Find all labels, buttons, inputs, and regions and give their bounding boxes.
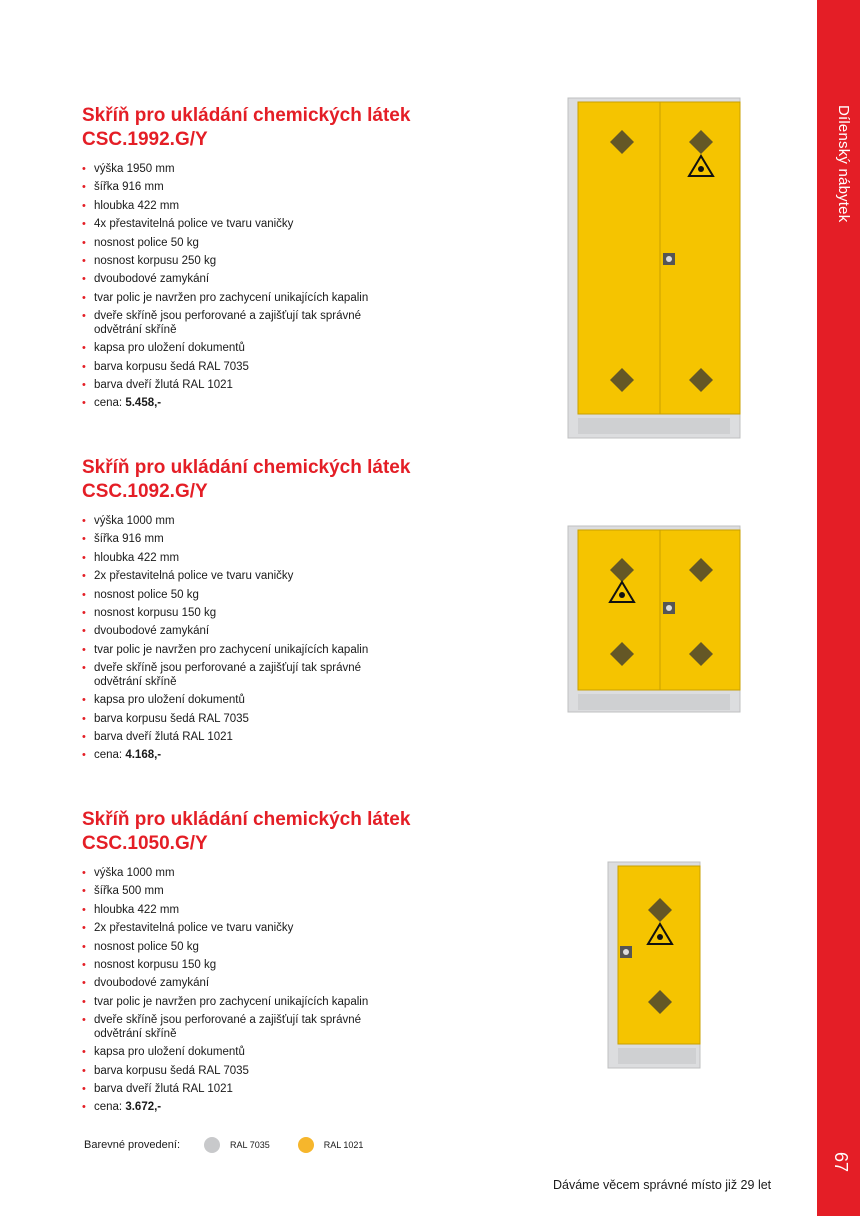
- color-name: RAL 7035: [230, 1140, 270, 1150]
- spec-item: • nosnost police 50 kg: [82, 940, 199, 953]
- spec-item: • šířka 916 mm: [82, 181, 164, 194]
- spec-list: [82, 512, 502, 765]
- spec-item: • barva korpusu šedá RAL 7035: [82, 712, 249, 725]
- cabinet-image-tall: [566, 96, 742, 440]
- spec-item: • barva korpusu šedá RAL 7035: [82, 360, 249, 373]
- product-title: Skříň pro ukládání chemických látek CSC.1992.G/Y: [82, 105, 411, 150]
- spec-item: • tvar polic je navržen pro zachycení unikajících kapalin: [82, 291, 369, 304]
- spec-item: • hloubka 422 mm: [82, 199, 180, 212]
- spec-item: • nosnost police 50 kg: [82, 236, 199, 249]
- spec-item: • šířka 916 mm: [82, 533, 164, 546]
- spec-item: • hloubka 422 mm: [82, 903, 180, 916]
- page-number: 67: [831, 1152, 851, 1173]
- price: • cena: 5.458,-: [82, 397, 162, 410]
- product-csc1050: [82, 808, 502, 1117]
- spec-item: • výška 1000 mm: [82, 867, 175, 879]
- spec-item: • barva dveří žlutá RAL 1021: [82, 1083, 233, 1096]
- spec-item: • dveře skříně jsou perforované a zajišťují tak správné odvětrání skříně: [82, 1014, 362, 1041]
- product-csc1092: [82, 456, 502, 765]
- cabinet-image-medium: [566, 524, 742, 714]
- spec-item: • šířka 500 mm: [82, 885, 164, 898]
- price: • cena: 3.672,-: [82, 1101, 162, 1114]
- spec-item: • dveře skříně jsou perforované a zajišťují tak správné odvětrání skříně: [82, 310, 362, 337]
- spec-item: • dvoubodové zamykání: [82, 273, 210, 286]
- spec-item: • nosnost police 50 kg: [82, 588, 199, 601]
- spec-item: • kapsa pro uložení dokumentů: [82, 342, 245, 355]
- spec-item: • nosnost korpusu 150 kg: [82, 607, 217, 620]
- spec-item: • barva korpusu šedá RAL 7035: [82, 1064, 249, 1077]
- color-options: [84, 1137, 363, 1153]
- product-title: Skříň pro ukládání chemických látek CSC.1092.G/Y: [82, 457, 411, 502]
- spec-item: • hloubka 422 mm: [82, 551, 180, 564]
- spec-item: • nosnost korpusu 150 kg: [82, 959, 217, 972]
- spec-item: • 2x přestavitelná police ve tvaru vaničky: [82, 922, 294, 935]
- product-csc1992: [82, 104, 502, 413]
- spec-item: • kapsa pro uložení dokumentů: [82, 1046, 245, 1059]
- spec-item: • 4x přestavitelná police ve tvaru vaničky: [82, 218, 294, 231]
- spec-item: • výška 1000 mm: [82, 515, 175, 527]
- spec-item: • tvar polic je navržen pro zachycení unikajících kapalin: [82, 995, 369, 1008]
- spec-item: • barva dveří žlutá RAL 1021: [82, 379, 233, 392]
- spec-item: • dveře skříně jsou perforované a zajišťují tak správné odvětrání skříně: [82, 662, 362, 689]
- spec-item: • dvoubodové zamykání: [82, 625, 210, 638]
- section-sidebar: [817, 0, 860, 1216]
- spec-list: [82, 864, 502, 1117]
- spec-item: • tvar polic je navržen pro zachycení unikajících kapalin: [82, 643, 369, 656]
- spec-item: • výška 1950 mm: [82, 163, 175, 175]
- footer-slogan: Dáváme věcem správné místo již 29 let: [553, 1178, 772, 1192]
- spec-item: • barva dveří žlutá RAL 1021: [82, 731, 233, 744]
- color-swatch-ral1021: [298, 1137, 314, 1153]
- spec-list: [82, 160, 502, 413]
- color-options-label: Barevné provedení:: [84, 1139, 181, 1151]
- spec-item: • 2x přestavitelná police ve tvaru vaničky: [82, 570, 294, 583]
- spec-item: • dvoubodové zamykání: [82, 977, 210, 990]
- spec-item: • nosnost korpusu 250 kg: [82, 255, 217, 268]
- product-title: Skříň pro ukládání chemických látek CSC.1050.G/Y: [82, 809, 411, 854]
- color-swatch-ral7035: [204, 1137, 220, 1153]
- spec-item: • kapsa pro uložení dokumentů: [82, 694, 245, 707]
- color-name: RAL 1021: [323, 1140, 364, 1150]
- cabinet-image-narrow: [606, 860, 702, 1070]
- section-label: Dílenský nábytek: [835, 105, 852, 223]
- price: • cena: 4.168,-: [82, 749, 162, 762]
